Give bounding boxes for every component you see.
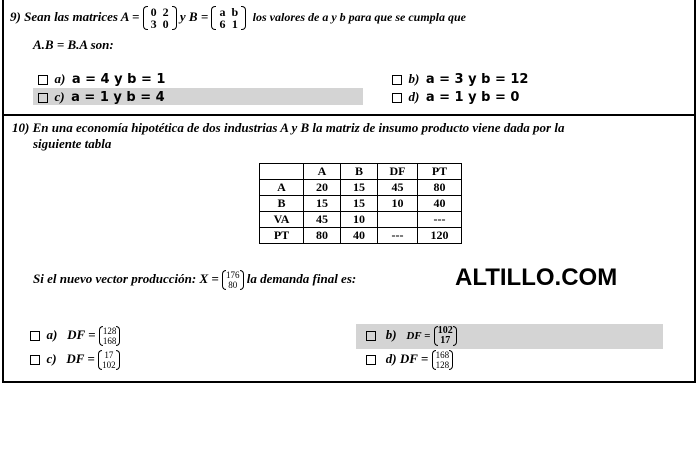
option-vector <box>99 326 121 346</box>
checkbox-icon[interactable] <box>366 355 376 365</box>
vector-entry: 168 <box>435 350 450 360</box>
checkbox-icon[interactable] <box>392 93 402 103</box>
table-cell: VA <box>260 212 304 228</box>
matrix-cell: 2 <box>162 5 169 19</box>
option-10c[interactable] <box>30 350 120 370</box>
matrix-cell: 0 <box>150 5 157 19</box>
option-letter: d) <box>408 89 420 104</box>
matrix-b <box>211 6 246 30</box>
table-cell: DF <box>378 164 418 180</box>
question-text: los valores de a y b para que se cumpla que <box>252 9 466 24</box>
question-text: la demanda final es: <box>246 270 357 286</box>
table-cell: 80 <box>304 228 341 244</box>
question-number: 10) <box>12 120 30 135</box>
question-prompt <box>33 270 356 290</box>
option-letter: a) <box>46 326 58 342</box>
table-cell: PT <box>260 228 304 244</box>
table-cell: 40 <box>418 196 462 212</box>
question-text: A.B = B.A son: <box>33 37 114 52</box>
table-row <box>260 180 462 196</box>
question-text: y B = <box>179 8 209 24</box>
option-text: DF = <box>406 329 431 342</box>
vector-x <box>222 270 244 290</box>
option-letter: a) <box>54 71 66 86</box>
matrix-cell: b <box>231 5 239 19</box>
vector-entry: 128 <box>102 326 117 336</box>
checkbox-icon[interactable] <box>366 331 376 341</box>
input-output-table <box>259 163 462 244</box>
table-cell: 15 <box>304 196 341 212</box>
question-number: 9) <box>10 8 21 24</box>
question-9-header <box>10 6 466 30</box>
matrix-cell: a <box>219 5 226 19</box>
vector-entry: 128 <box>435 360 450 370</box>
question-text: En una economía hipotética de dos industrias A y B la matriz de insumo producto viene dada por la <box>32 120 565 135</box>
table-cell: 15 <box>341 196 378 212</box>
option-letter: c) <box>46 350 57 366</box>
table-cell <box>260 164 304 180</box>
option-letter: b) <box>408 71 420 86</box>
table-row <box>260 212 462 228</box>
vector-entry: 102 <box>437 325 453 336</box>
matrix-cell: 1 <box>231 17 238 31</box>
checkbox-icon[interactable] <box>30 331 40 341</box>
watermark-logo: ALTILLO.COM <box>455 264 618 291</box>
table-cell: B <box>260 196 304 212</box>
checkbox-icon[interactable] <box>38 75 48 85</box>
checkbox-icon[interactable] <box>38 93 48 103</box>
table-cell: --- <box>378 228 418 244</box>
table-row <box>260 228 462 244</box>
option-text: a = 1 y b = 0 <box>425 90 520 105</box>
option-letter: d) <box>385 350 397 366</box>
checkbox-icon[interactable] <box>392 75 402 85</box>
question-10-header <box>12 120 564 136</box>
vector-entry: 80 <box>228 280 238 290</box>
option-letter: b) <box>385 326 397 342</box>
table-cell: B <box>341 164 378 180</box>
table-cell: PT <box>418 164 462 180</box>
table-cell: 120 <box>418 228 462 244</box>
option-9c[interactable] <box>38 89 165 105</box>
option-9d[interactable] <box>392 89 519 105</box>
matrix-cell: 6 <box>219 17 226 31</box>
table-row <box>260 196 462 212</box>
table-cell: 80 <box>418 180 462 196</box>
option-9b[interactable] <box>392 71 528 87</box>
option-text: DF = <box>67 326 96 342</box>
table-cell: 10 <box>378 196 418 212</box>
option-text: a = 1 y b = 4 <box>71 90 165 105</box>
vector-entry: 17 <box>104 350 114 360</box>
option-text: a = 4 y b = 1 <box>71 72 166 87</box>
option-10b[interactable] <box>366 326 457 346</box>
matrix-cell: 0 <box>162 17 169 31</box>
option-text: DF = <box>399 350 429 366</box>
option-10a[interactable] <box>30 326 120 346</box>
table-cell <box>378 212 418 228</box>
vector-entry: 168 <box>102 336 117 346</box>
option-letter: c) <box>54 89 65 104</box>
table-cell: 40 <box>341 228 378 244</box>
checkbox-icon[interactable] <box>30 355 40 365</box>
matrix-cell: 3 <box>150 17 157 31</box>
question-text: Si el nuevo vector producción: X = <box>33 270 219 286</box>
question-text: siguiente tabla <box>33 136 112 151</box>
table-cell: 15 <box>341 180 378 196</box>
option-text: a = 3 y b = 12 <box>425 72 529 87</box>
vector-entry: 176 <box>226 270 240 280</box>
vector-entry: 102 <box>102 360 116 370</box>
vector-entry: 17 <box>440 335 451 346</box>
table-cell: 10 <box>341 212 378 228</box>
question-divider <box>4 114 696 116</box>
question-text: Sean las matrices A = <box>24 8 140 24</box>
option-vector <box>432 350 454 370</box>
table-cell: 20 <box>304 180 341 196</box>
matrix-a <box>143 6 177 30</box>
option-10d[interactable] <box>366 350 453 370</box>
table-cell: --- <box>418 212 462 228</box>
option-vector <box>98 350 120 370</box>
table-cell: 45 <box>378 180 418 196</box>
table-cell: 45 <box>304 212 341 228</box>
option-text: DF = <box>66 350 95 366</box>
option-9a[interactable] <box>38 71 165 87</box>
option-vector <box>434 326 457 346</box>
table-cell: A <box>304 164 341 180</box>
table-cell: A <box>260 180 304 196</box>
table-header-row <box>260 164 462 180</box>
